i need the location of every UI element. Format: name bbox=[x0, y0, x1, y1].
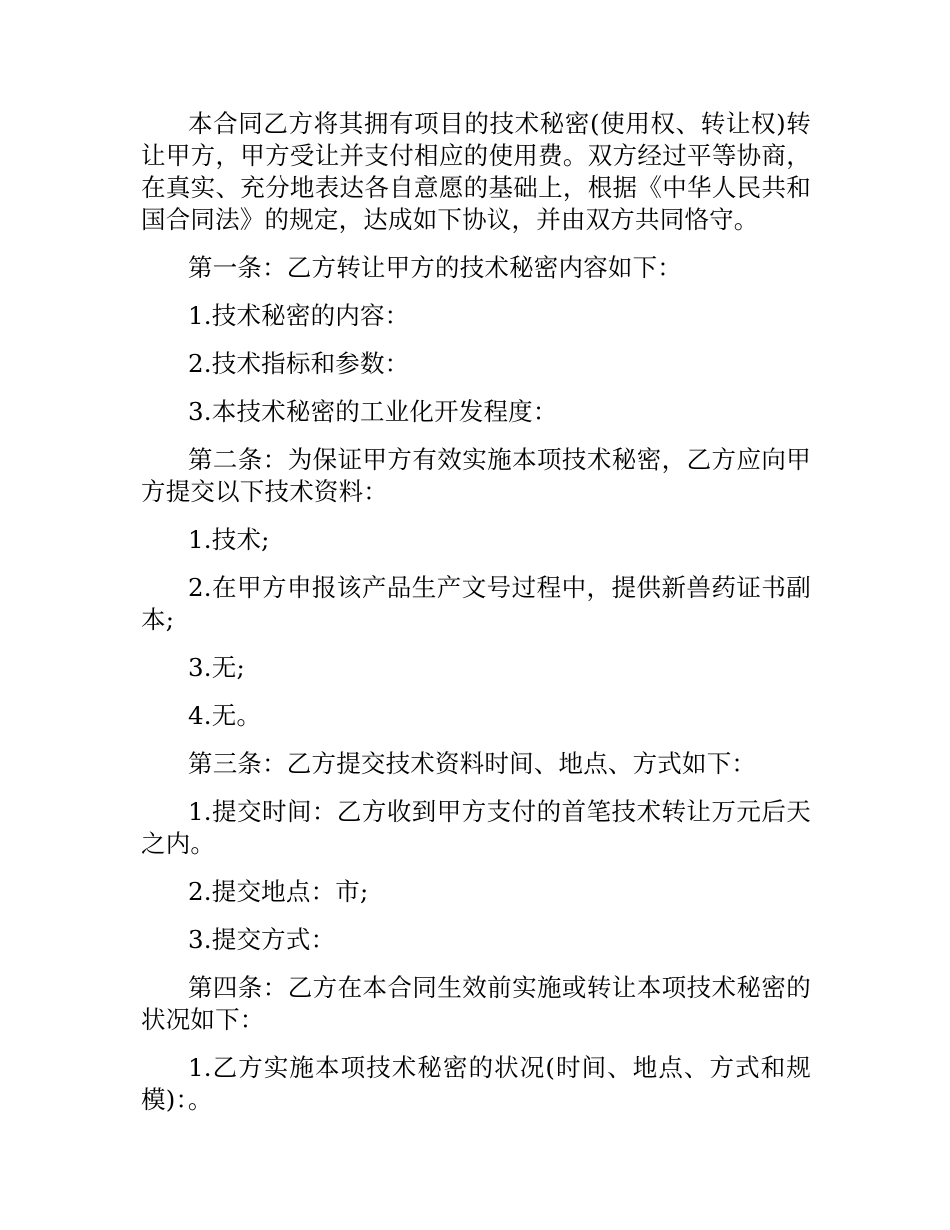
article-1-item-3: 3.本技术秘密的工业化开发程度： bbox=[188, 397, 558, 426]
article-1-heading: 第一条：乙方转让甲方的技术秘密内容如下： bbox=[188, 253, 682, 282]
article-2-heading: 第二条：为保证甲方有效实施本项技术秘密，乙方应向甲方提交以下技术资料： bbox=[141, 445, 811, 506]
article-1-item-2: 2.技术指标和参数： bbox=[188, 349, 410, 378]
article-2-item-1: 1.技术; bbox=[188, 525, 270, 554]
article-4-heading: 第四条：乙方在本合同生效前实施或转让本项技术秘密的状况如下： bbox=[141, 973, 811, 1034]
article-2-item-2: 2.在甲方申报该产品生产文号过程中，提供新兽药证书副本; bbox=[141, 573, 811, 634]
article-3-item-2: 2.提交地点：市; bbox=[188, 877, 369, 906]
article-2-item-4: 4.无。 bbox=[188, 701, 262, 730]
article-3-item-3: 3.提交方式： bbox=[188, 925, 336, 954]
article-2-item-3: 3.无; bbox=[188, 653, 245, 682]
article-1-item-1: 1.技术秘密的内容： bbox=[188, 301, 410, 330]
article-3-item-1: 1.提交时间：乙方收到甲方支付的首笔技术转让万元后天之内。 bbox=[141, 797, 811, 858]
document-body bbox=[141, 108, 811, 1132]
article-3-heading: 第三条：乙方提交技术资料时间、地点、方式如下： bbox=[188, 749, 757, 778]
preamble-paragraph: 本合同乙方将其拥有项目的技术秘密(使用权、转让权)转让甲方，甲方受让并支付相应的使用费。双方经过平等协商，在真实、充分地表达各自意愿的基础上，根据《中华人民共和国合同法》的规定，达成如下协议，并由双方共同恪守。 bbox=[141, 109, 811, 234]
article-4-item-1: 1.乙方实施本项技术秘密的状况(时间、地点、方式和规模)：。 bbox=[141, 1053, 811, 1114]
